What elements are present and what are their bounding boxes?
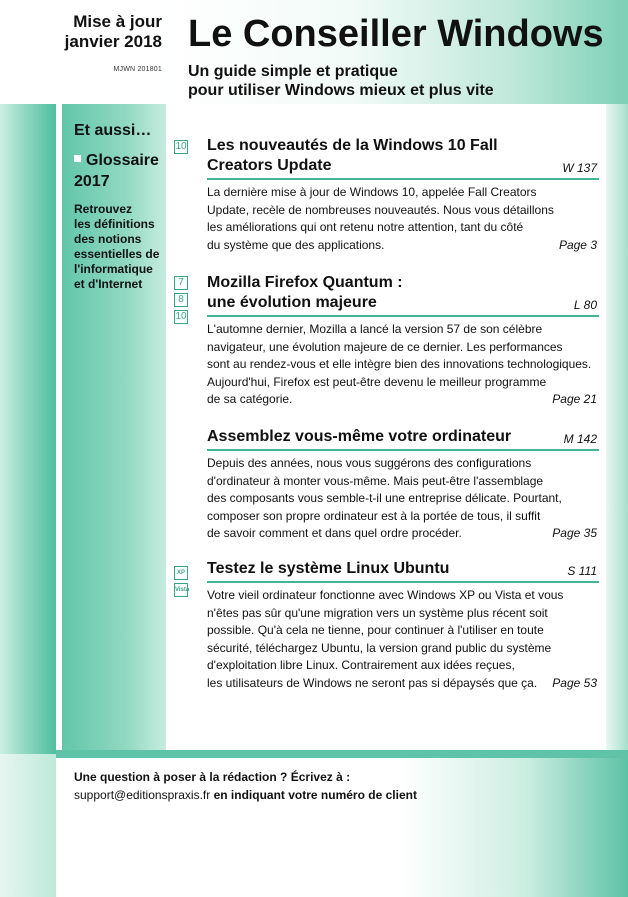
- article-code: W 137: [562, 161, 597, 175]
- windows-7-badge-icon: 7: [174, 276, 188, 290]
- body-line: d'ordinateur à monter vous-même. Mais peut-être l'assemblage: [207, 473, 544, 488]
- article-header: [207, 559, 599, 583]
- windows-8-badge-icon: 8: [174, 293, 188, 307]
- title-line2: Creators Update: [207, 157, 332, 174]
- desc-line: essentielles de: [74, 247, 160, 261]
- right-decorative-strip: [606, 104, 628, 754]
- body-line: composer son propre ordinateur est à la portée de tous, il suffit: [207, 508, 541, 523]
- desc-line: Retrouvez: [74, 202, 133, 216]
- article-windows-10-fall-creators: [207, 136, 599, 254]
- article-header: [207, 136, 599, 180]
- footer: [56, 758, 628, 897]
- body-line: sont au rendez-vous et elle intègre bien des innovations technologiques.: [207, 357, 592, 372]
- contact-line: [74, 788, 417, 802]
- support-email-link[interactable]: support@editionspraxis.fr: [74, 788, 211, 802]
- title-line1: Les nouveautés de la Windows 10 Fall: [207, 137, 498, 154]
- article-body: [207, 455, 599, 543]
- article-header: [207, 273, 599, 317]
- body-line: n'êtes pas sûr qu'une migration vers un système plus récent soit: [207, 605, 548, 620]
- page-reference: Page 3: [553, 237, 597, 255]
- body-line: Aujourd'hui, Firefox est peut-être devenu le meilleur programme: [207, 374, 547, 389]
- article-linux-ubuntu: [207, 559, 599, 693]
- publication-subtitle: [188, 62, 494, 100]
- article-code: M 142: [563, 432, 597, 446]
- update-title-line2: janvier 2018: [64, 32, 162, 51]
- subtitle-line2: pour utiliser Windows mieux et plus vite: [188, 82, 494, 99]
- article-body: [207, 587, 599, 693]
- os-badges: [174, 566, 188, 600]
- main-content: [166, 104, 606, 750]
- article-body: [207, 321, 599, 409]
- body-line: d'exploitation libre Linux. Contrairement aux idées reçues,: [207, 658, 515, 673]
- glossary-line2: 2017: [74, 173, 110, 190]
- issue-code: MJWN 201801: [113, 66, 162, 73]
- publication-title: Le Conseiller Windows: [188, 13, 604, 55]
- sidebar: [56, 104, 166, 754]
- desc-line: les définitions: [74, 217, 155, 231]
- footer-divider: [56, 750, 628, 758]
- article-code: L 80: [573, 298, 597, 312]
- title-line1: Mozilla Firefox Quantum :: [207, 274, 403, 291]
- article-firefox-quantum: [207, 273, 599, 409]
- article-assemblez-ordinateur: [207, 427, 599, 543]
- body-line: La dernière mise à jour de Windows 10, appelée Fall Creators: [207, 185, 537, 199]
- body-line: navigateur, une évolution majeure de ce dernier. Les performances: [207, 339, 563, 354]
- article-title: [207, 136, 599, 176]
- os-badges: [174, 140, 188, 157]
- glossary-title: [74, 150, 170, 192]
- update-title: [65, 12, 162, 52]
- body-line: L'automne dernier, Mozilla a lancé la version 57 de son célèbre: [207, 322, 543, 336]
- article-header: [207, 427, 599, 451]
- desc-line: l'informatique: [74, 262, 153, 276]
- body-line: possible. Qu'à cela ne tienne, pour continuer à l'utiliser en toute: [207, 623, 544, 638]
- desc-line: et d'Internet: [74, 277, 143, 291]
- left-decorative-strip: [0, 104, 56, 754]
- article-title: Testez le système Linux Ubuntu: [207, 560, 450, 577]
- body-line: sécurité, téléchargez Ubuntu, la version grand public du système: [207, 640, 552, 655]
- windows-xp-badge-icon: XP: [174, 566, 188, 580]
- body-line: Depuis des années, nous vous suggérons des configurations: [207, 456, 532, 470]
- subtitle-line1: Un guide simple et pratique: [188, 63, 398, 80]
- update-title-line1: Mise à jour: [73, 12, 162, 31]
- bullet-icon: [74, 155, 81, 162]
- article-title: Assemblez vous-même votre ordinateur: [207, 428, 512, 445]
- body-line: les utilisateurs de Windows ne seront pas si dépaysés que ça.: [207, 675, 538, 690]
- body-line: de sa catégorie.: [207, 392, 293, 407]
- body-line: Votre vieil ordinateur fonctionne avec Windows XP ou Vista et vous: [207, 588, 564, 602]
- article-body: [207, 184, 599, 254]
- body-line: de savoir comment et dans quel ordre procéder.: [207, 526, 462, 541]
- glossary-line1: Glossaire: [86, 152, 159, 169]
- title-line2: une évolution majeure: [207, 294, 377, 311]
- body-line: des composants vous semble-t-il une entreprise délicate. Pourtant,: [207, 491, 562, 506]
- page-reference: Page 53: [546, 675, 597, 693]
- body-line: les améliorations qui ont retenu notre attention, tant du côté: [207, 220, 524, 235]
- glossary-description: [74, 202, 170, 292]
- masthead: [166, 0, 628, 104]
- article-title: [207, 273, 599, 313]
- contact-suffix: en indiquant votre numéro de client: [210, 788, 417, 802]
- page-reference: Page 35: [546, 525, 597, 543]
- desc-line: des notions: [74, 232, 142, 246]
- os-badges: [174, 276, 188, 327]
- footer-left-strip: [0, 754, 56, 897]
- windows-10-badge-icon: 10: [175, 141, 187, 152]
- windows-10-badge-icon: 10: [175, 311, 187, 322]
- update-box: [0, 0, 166, 105]
- body-line: du système que des applications.: [207, 237, 385, 252]
- page-reference: Page 21: [546, 391, 597, 409]
- windows-vista-badge-icon: Vista: [174, 583, 188, 597]
- body-line: Update, recèle de nombreuses nouveautés. Nous vous détaillons: [207, 202, 554, 217]
- sidebar-heading: Et aussi…: [74, 122, 152, 139]
- contact-question: Une question à poser à la rédaction ? Écrivez à :: [74, 770, 351, 784]
- article-code: S 111: [567, 564, 597, 578]
